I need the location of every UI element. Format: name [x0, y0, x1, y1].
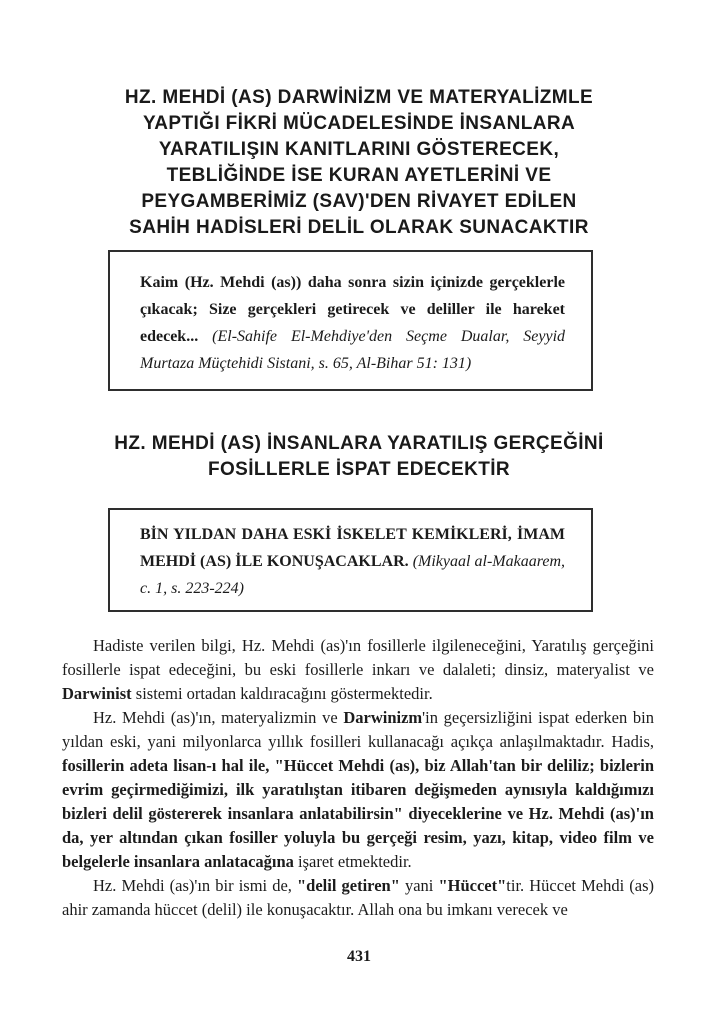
hadith-quote-box-2 [108, 508, 593, 612]
heading-line: HZ. MEHDİ (AS) İNSANLARA YARATILIŞ GERÇEĞİNİ [114, 433, 604, 454]
heading-line: SAHİH HADİSLERİ DELİL OLARAK SUNACAKTIR [129, 217, 589, 238]
page-number: 431 [347, 948, 371, 965]
hadith-quote-1-text: Kaim (Hz. Mehdi (as)) daha sonra sizin içinizde gerçeklerle çıkacak; Size gerçekleri getirecek ve deliller ile hareket edecek... (El-Sahife El-Mehdiye'den Seçme Dualar, Seyyid Murtaza Müçtehidi Sistani, s. 65, Al-Bihar 51: 131) [140, 274, 566, 372]
heading-line: YARATILIŞIN KANITLARINI GÖSTERECEK, [158, 139, 560, 160]
paragraph: Hadiste verilen bilgi, Hz. Mehdi (as)'ın fosillerle ilgileneceğini, Yaratılış gerçeğini fosillerle ispat edeceğini, bu eski fosillerle inkarı ve dalaleti; dinsiz, materyalist ve Darwinist sistemi ortadan kaldıracağını göstermektedir. [62, 636, 654, 703]
paragraph: Hz. Mehdi (as)'ın bir ismi de, "delil getiren" yani "Hüccet"tir. Hüccet Mehdi (as) ahir zamanda hüccet (delil) ile konuşacaktır. Allah ona bu imkanı verecek ve [62, 876, 654, 919]
body-text [62, 634, 654, 922]
paragraph: Hz. Mehdi (as)'ın, materyalizmin ve Darwinizm'in geçersizliğini ispat ederken bin yıldan eski, yani milyonlarca yıllık fosilleri kullanacağı açıkça anlaşılmaktadır. Hadis, fosillerin adeta lisan-ı hal ile, "Hüccet Mehdi (as), biz Allah'tan bir deliliz; bizlerin evrim geçirmediğimizi, ilk yaratılıştan itibaren değişmeden aynısıyla kaldığımızı bizleri delil göstererek insanlara anlatabilirsin" diyeceklerine ve Hz. Mehdi (as)'ın da, yer altından çıkan fosiller yoluyla bu gerçeği resim, yazı, kitap, video film ve belgelerle insanlara anlatacağına işaret etmektedir. [62, 708, 654, 871]
heading-line: PEYGAMBERİMİZ (SAV)'DEN RİVAYET EDİLEN [141, 191, 577, 212]
heading-line: HZ. MEHDİ (AS) DARWİNİZM VE MATERYALİZMLE [124, 87, 594, 108]
section-heading-1 [62, 85, 656, 241]
heading-line: FOSİLLERLE İSPAT EDECEKTİR [207, 459, 511, 480]
heading-line: YAPTIĞI FİKRİ MÜCADELESİNDE İNSANLARA [142, 113, 576, 134]
section-heading-2 [62, 431, 656, 483]
hadith-quote-2-text: BİN YILDAN DAHA ESKİ İSKELET KEMİKLERİ, İMAM MEHDİ (AS) İLE KONUŞACAKLAR. (Mikyaal al-Makaarem, c. 1, s. 223-224) [140, 526, 566, 597]
hadith-quote-box-1 [108, 250, 593, 391]
heading-line: TEBLİĞİNDE İSE KURAN AYETLERİNİ VE [166, 165, 552, 186]
